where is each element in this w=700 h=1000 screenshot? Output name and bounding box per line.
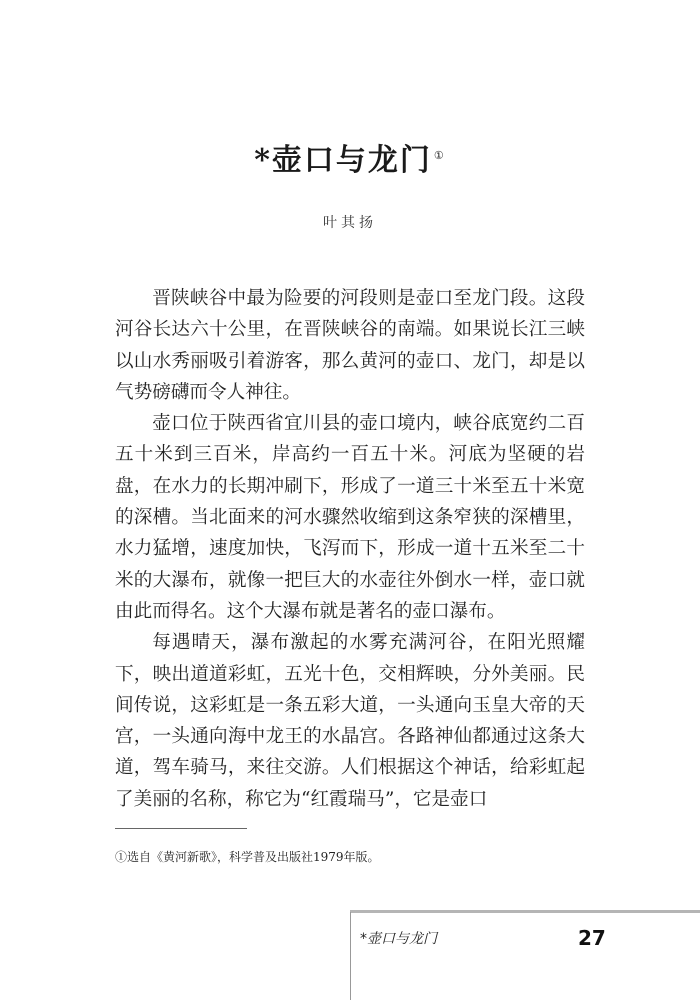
footer-rule-horizontal: [350, 910, 700, 913]
title-text: *壶口与龙门: [254, 143, 432, 178]
page-title: [0, 135, 700, 179]
paragraph-3: 每遇晴天，瀑布激起的水雾充满河谷，在阳光照耀下，映出道道彩虹，五光十色，交相辉映，分外美丽。民间传说，这彩虹是一条五彩大道，一头通向玉皇大帝的天宫，一头通向海中龙王的水晶宫。各路神仙都通过这条大道，驾车骑马，来往交游。人们根据这个神话，给彩虹起了美丽的名称，称它为“红霞瑞马”，它是壶口: [115, 632, 585, 810]
footer-rule-vertical: [350, 912, 351, 1000]
paragraph-2: 壶口位于陕西省宜川县的壶口境内，峡谷底宽约二百五十米到三百米，岸高约一百五十米。河底为坚硬的岩盘，在水力的长期冲刷下，形成了一道三十米至五十米宽的深槽。当北面来的河水骤然收缩到这条窄狭的深槽里，水力猛增，速度加快，飞泻而下，形成一道十五米至二十米的大瀑布，就像一把巨大的水壶往外倒水一样，壶口就由此而得名。这个大瀑布就是著名的壶口瀑布。: [115, 413, 585, 622]
footnote: ①选自《黄河新歌》，科学普及出版社1979年版。: [115, 850, 380, 864]
page-number: 27: [578, 926, 606, 950]
author-name: 叶其扬: [323, 215, 377, 231]
title-footnote-mark: ①: [433, 149, 446, 162]
footnote-divider: [115, 828, 247, 829]
paragraph-1: 晋陕峡谷中最为险要的河段则是壶口至龙门段。这段河谷长达六十公里，在晋陕峡谷的南端。如果说长江三峡以山水秀丽吸引着游客，那么黄河的壶口、龙门，却是以气势磅礴而令人神往。: [115, 288, 585, 403]
article-body: [115, 283, 585, 815]
running-head: *壶口与龙门: [360, 931, 437, 947]
